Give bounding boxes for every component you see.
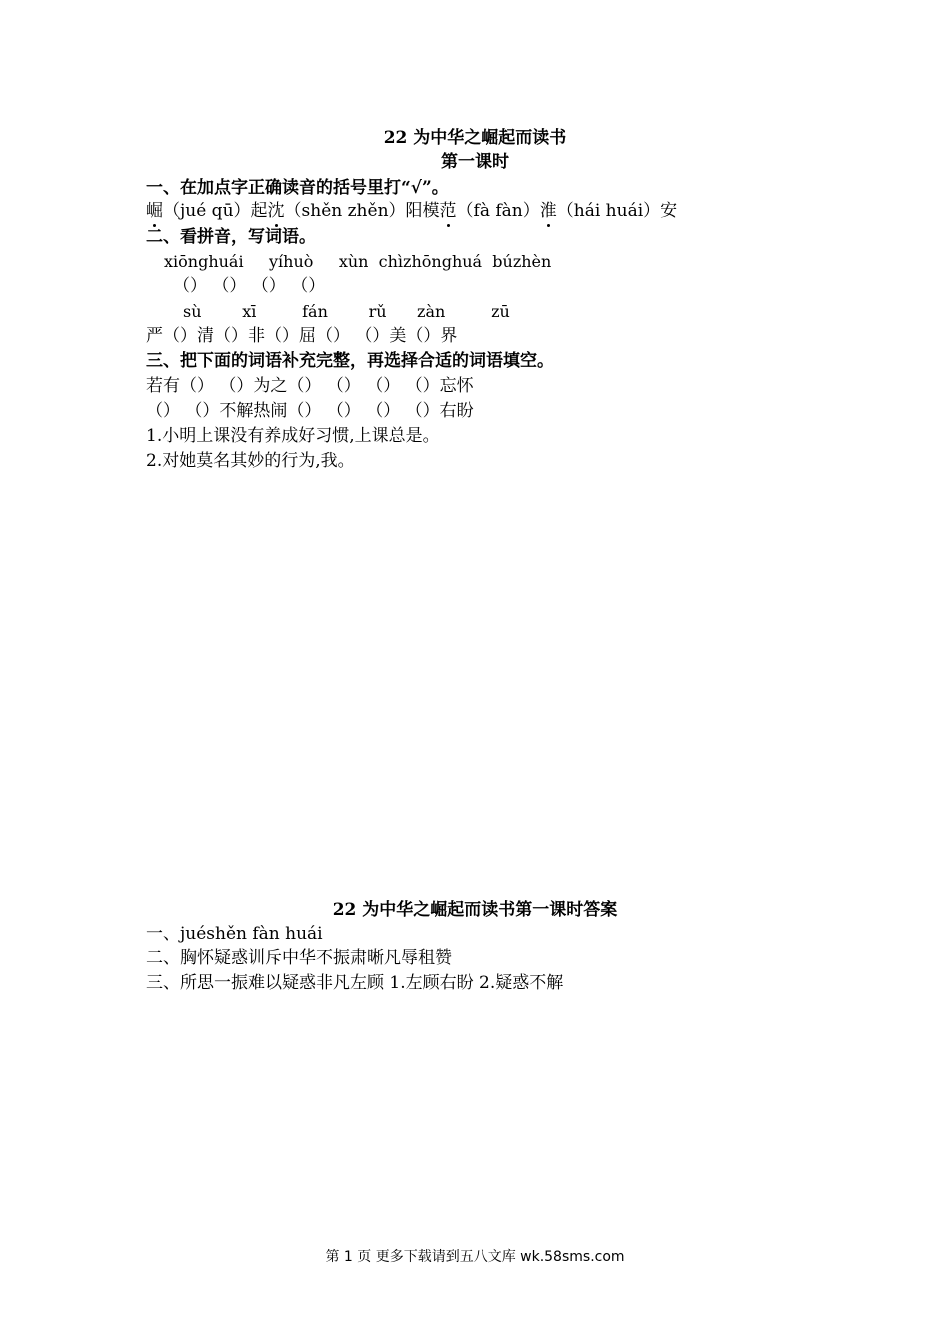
dotted-char: 淮	[539, 201, 557, 221]
dotted-char: 崛	[146, 201, 163, 221]
section3-question1: 1.小明上课没有养成好习惯,上课总是。	[146, 426, 440, 446]
section2-pinyin-row1: xiōnghuái yíhuò xùn chìzhōnghuá búzhèn	[164, 252, 552, 271]
answer-1: 一、juéshěn fàn huái	[146, 924, 323, 944]
section3-question2: 2.对她莫名其妙的行为,我。	[146, 451, 355, 471]
section3-row1: 若有（） （）为之（） （） （） （）忘怀	[146, 376, 474, 396]
section1-text: （fà fàn）	[456, 201, 540, 221]
answer-2: 二、胸怀疑惑训斥中华不振肃晰凡辱租赞	[146, 948, 452, 968]
section2-heading: 二、看拼音，写词语。	[146, 227, 316, 247]
answers-title: 22 为中华之崛起而读书第一课时答案	[332, 900, 618, 920]
section1-question	[146, 200, 677, 222]
section1-heading: 一、在加点字正确读音的括号里打“√”。	[146, 178, 449, 198]
document-title: 22 为中华之崛起而读书	[383, 128, 567, 148]
dotted-char: 范	[439, 201, 457, 221]
answer-3: 三、所思一振难以疑惑非凡左顾 1.左顾右盼 2.疑惑不解	[146, 973, 564, 993]
section3-heading: 三、把下面的词语补充完整，再选择合适的词语填空。	[146, 351, 554, 371]
page-footer: 第 1 页 更多下载请到五八文库 wk.58sms.com	[325, 1249, 625, 1265]
section1-text: （jué qū）起	[163, 201, 268, 221]
section3-row2: （） （）不解热闹（） （） （） （）右盼	[146, 401, 474, 421]
section2-blanks-row1: （） （） （） （）	[173, 276, 326, 296]
document-subtitle: 第一课时	[441, 152, 509, 172]
section1-text: （hái huái）安	[556, 201, 678, 221]
section2-words-row2: 严（）清（）非（）屈（） （）美（）界	[146, 326, 458, 346]
section1-text: （shěn zhěn）阳模	[284, 201, 440, 221]
section2-pinyin-row2: sù xī fán rǔ zàn zū	[183, 302, 510, 321]
dotted-char: 沈	[267, 201, 285, 221]
